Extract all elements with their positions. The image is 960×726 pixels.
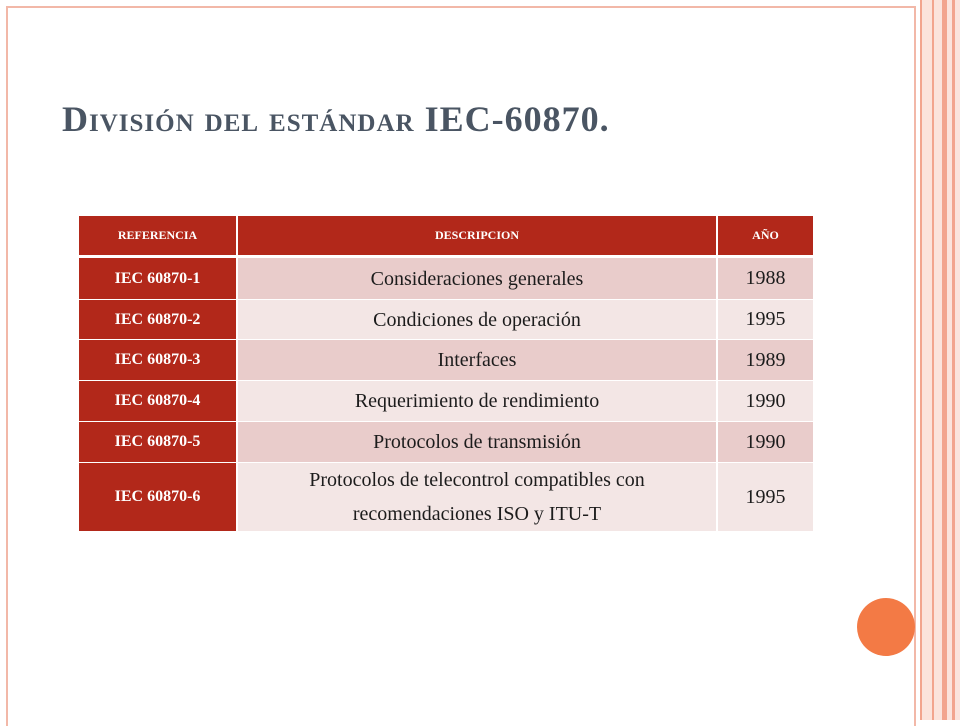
cell-reference: IEC 60870-2 bbox=[79, 300, 238, 340]
table-header-row bbox=[79, 216, 813, 258]
stripe bbox=[920, 0, 922, 720]
header-referencia: REFERENCIA bbox=[79, 216, 238, 258]
stripe bbox=[932, 0, 934, 720]
table-row bbox=[79, 258, 813, 300]
table-row bbox=[79, 300, 813, 340]
cell-description: Requerimiento de rendimiento bbox=[238, 381, 718, 422]
cell-description: Consideraciones generales bbox=[238, 258, 718, 300]
cell-description: Condiciones de operación bbox=[238, 300, 718, 340]
slide-title: División del estándar IEC-60870. bbox=[62, 99, 610, 139]
cell-description: Interfaces bbox=[238, 340, 718, 381]
decorative-circle bbox=[857, 598, 915, 656]
cell-year: 1990 bbox=[718, 381, 813, 422]
cell-reference: IEC 60870-1 bbox=[79, 258, 238, 300]
table-row bbox=[79, 422, 813, 463]
cell-reference: IEC 60870-5 bbox=[79, 422, 238, 463]
cell-reference: IEC 60870-3 bbox=[79, 340, 238, 381]
table-row bbox=[79, 381, 813, 422]
cell-reference: IEC 60870-4 bbox=[79, 381, 238, 422]
cell-year: 1995 bbox=[718, 463, 813, 532]
stripe bbox=[942, 0, 947, 720]
cell-year: 1990 bbox=[718, 422, 813, 463]
cell-reference: IEC 60870-6 bbox=[79, 463, 238, 532]
cell-description: Protocolos de transmisión bbox=[238, 422, 718, 463]
header-ano: AÑO bbox=[718, 216, 813, 258]
stripe bbox=[952, 0, 955, 720]
cell-description: Protocolos de telecontrol compatibles con recomendaciones ISO y ITU-T bbox=[238, 463, 718, 532]
header-descripcion: DESCRIPCION bbox=[238, 216, 718, 258]
cell-year: 1989 bbox=[718, 340, 813, 381]
cell-year: 1995 bbox=[718, 300, 813, 340]
table-row bbox=[79, 340, 813, 381]
table-row bbox=[79, 463, 813, 532]
cell-year: 1988 bbox=[718, 258, 813, 300]
standards-table bbox=[79, 216, 813, 532]
decorative-stripes bbox=[920, 0, 960, 720]
